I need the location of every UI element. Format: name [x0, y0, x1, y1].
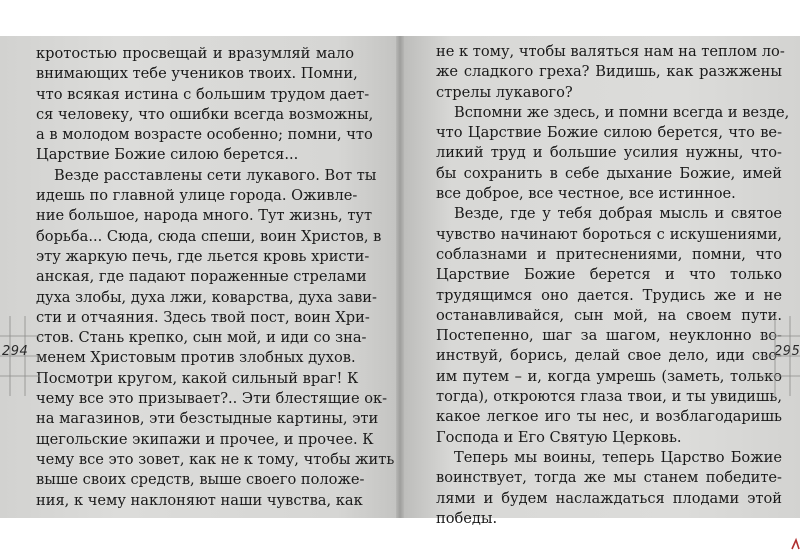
text-line: ликий труд и большие усилия нужны, что-: [436, 144, 782, 162]
text-line: какое легкое иго ты нес, и возблагодаришь: [436, 408, 782, 426]
text-line: анская, где падают пораженные стрелами: [36, 268, 367, 286]
text-line: им путем – и, когда умрешь (заметь, только: [436, 367, 782, 385]
page-number-left: 294: [2, 344, 29, 359]
text-line: соблазнами и притеснениями, помни, что: [436, 245, 782, 263]
text-line: все доброе, все честное, все истинное.: [436, 185, 736, 203]
text-line: воинствует, тогда же мы станем победите-: [436, 469, 782, 487]
text-line: сти и отчаяния. Здесь твой пост, воин Хри-: [36, 308, 370, 326]
right-page: [404, 36, 800, 527]
text-line: Царствие Божие силою берется...: [36, 146, 299, 164]
text-line: Постепенно, шаг за шагом, неуклонно во-: [436, 327, 782, 345]
text-line: эту жаркую печь, где льется кровь христи-: [36, 247, 370, 265]
text-line: ся человеку, что ошибки всегда возможны,: [36, 105, 374, 123]
page-number-grid-mark-right: [760, 316, 800, 396]
text-line: чему все это зовет, как не к тому, чтобы жить: [36, 450, 395, 468]
text-line: стов. Стань крепко, сын мой, и иди со зна-: [36, 329, 367, 347]
text-line: инствуй, борись, делай свое дело, иди сво-: [436, 347, 782, 365]
text-line: Царствие Божие берется и что только: [436, 266, 782, 284]
text-line: внимающих тебе учеников твоих. Помни,: [36, 65, 358, 83]
text-line: что всякая истина с большим трудом дает-: [36, 85, 370, 103]
text-line: Вспомни же здесь, и помни всегда и везде,: [454, 103, 790, 121]
text-line: духа злобы, духа лжи, коварства, духа зави-: [36, 288, 377, 306]
corner-mark-icon: [790, 538, 800, 550]
book-gutter: [396, 36, 404, 518]
text-line: выше своих средств, выше своего положе-: [36, 471, 365, 489]
text-line: а в молодом возрасте особенно; помни, что: [36, 126, 373, 144]
text-line: ние большое, народа много. Тут жизнь, тут: [36, 207, 373, 225]
text-line: Господа и Его Святую Церковь.: [436, 428, 682, 446]
left-page-text: [36, 44, 395, 511]
text-line: чувство начинают бороться с искушениями,: [436, 225, 782, 243]
text-line: что Царствие Божие силою берется, что ве-: [436, 124, 782, 142]
text-line: стрелы лукавого?: [436, 83, 573, 101]
text-line: Везде, где у тебя добрая мысль и святое: [454, 205, 782, 223]
text-line: Везде расставлены сети лукавого. Вот ты: [54, 166, 377, 184]
text-line: щегольские экипажи и прочее, и прочее. К: [36, 430, 374, 448]
text-line: Теперь мы воины, теперь Царство Божие: [454, 448, 782, 466]
text-line: Посмотри кругом, какой сильный враг! К: [36, 369, 359, 387]
text-line: на магазинов, эти безстыдные картины, эти: [36, 410, 379, 428]
text-line: ния, к чему наклоняют наши чувства, как: [36, 491, 363, 509]
text-line: бы сохранить в себе дыхание Божие, имей: [436, 164, 782, 182]
text-line: трудящимся оно дается. Трудись же и не: [436, 286, 782, 304]
text-line: останавливайся, сын мой, на своем пути.: [436, 306, 782, 324]
page-number-right: 295: [774, 344, 800, 359]
text-line: борьба... Сюда, сюда спеши, воин Христов, в: [36, 227, 382, 245]
text-line: чему все это призывает?.. Эти блестящие ок-: [36, 390, 388, 408]
text-line: менем Христовым против злобных духов.: [36, 349, 356, 367]
text-line: не к тому, чтобы валяться нам на теплом ло-: [436, 43, 785, 60]
book-spread: [0, 36, 800, 527]
text-line: лями и будем наслаждаться плодами этой: [436, 489, 782, 507]
text-line: кротостью просвещай и вразумляй мало: [36, 45, 354, 62]
text-line: же сладкого греха? Видишь, как разжжены: [436, 63, 782, 81]
left-page: [0, 36, 396, 518]
text-line: тогда), откроются глаза твои, и ты увидишь,: [436, 388, 782, 406]
text-line: идешь по главной улице города. Оживле-: [36, 187, 358, 205]
text-line: победы.: [436, 509, 498, 527]
